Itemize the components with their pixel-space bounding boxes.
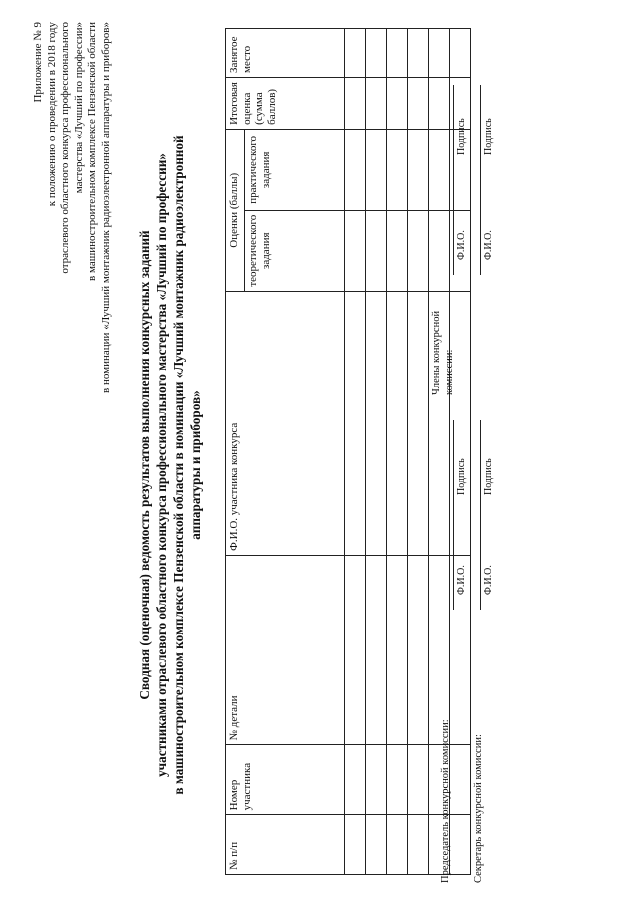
table-row bbox=[408, 29, 429, 875]
table-cell bbox=[387, 129, 408, 210]
table-cell bbox=[366, 291, 387, 555]
appendix-line: в машиностроительном комплексе Пензенской области bbox=[86, 22, 99, 281]
member2-signature-line bbox=[480, 85, 481, 275]
title-line: аппаратуры и приборов» bbox=[188, 390, 203, 540]
header-num: № п/п bbox=[226, 815, 345, 875]
table-cell bbox=[408, 78, 429, 130]
appendix-header bbox=[32, 22, 114, 542]
table-cell bbox=[408, 210, 429, 291]
chair-fio-caption: Ф.И.О. bbox=[456, 565, 467, 595]
table-cell bbox=[387, 555, 408, 745]
table-cell bbox=[450, 29, 471, 78]
chair-label: Председатель конкурсной комиссии: bbox=[440, 719, 451, 883]
chair-signature-caption: Подпись bbox=[456, 458, 467, 495]
chair-signature-line bbox=[453, 420, 454, 610]
table-cell bbox=[366, 555, 387, 745]
appendix-line: в номинации «Лучший монтажник радиоэлектронной аппаратуры и приборов» bbox=[99, 22, 112, 393]
table-cell bbox=[429, 29, 450, 78]
header-participant: Номер участника bbox=[226, 745, 345, 815]
table-cell bbox=[345, 29, 366, 78]
member1-signature-line bbox=[453, 85, 454, 275]
table-cell bbox=[408, 745, 429, 815]
table-cell bbox=[387, 815, 408, 875]
table-cell bbox=[345, 555, 366, 745]
appendix-line: отраслевого областного конкурса профессионального bbox=[59, 22, 72, 274]
table-cell bbox=[366, 210, 387, 291]
table-cell bbox=[429, 129, 450, 210]
table-cell bbox=[429, 210, 450, 291]
table-cell bbox=[408, 555, 429, 745]
title-line: в машиностроительном комплексе Пензенской области в номинации «Лучший монтажник радиоэлектронной bbox=[171, 135, 186, 795]
table-cell bbox=[387, 210, 408, 291]
members-label: Члены конкурсной комиссии: bbox=[431, 310, 455, 395]
table-row bbox=[345, 29, 366, 875]
table-cell bbox=[345, 210, 366, 291]
secretary-signature-caption: Подпись bbox=[483, 458, 494, 495]
table-cell bbox=[366, 129, 387, 210]
member2-signature-caption: Подпись bbox=[483, 118, 494, 155]
title-line: Сводная (оценочная) ведомость результатов выполнения конкурсных заданий bbox=[137, 230, 152, 700]
table-cell bbox=[387, 78, 408, 130]
results-table bbox=[225, 28, 471, 875]
member1-signature-caption: Подпись bbox=[456, 118, 467, 155]
table-cell bbox=[429, 555, 450, 745]
table-row bbox=[387, 29, 408, 875]
document-title bbox=[136, 135, 204, 795]
header-name: Ф.И.О. участника конкурса bbox=[226, 291, 345, 555]
title-line: участниками отраслевого областного конкурса профессионального мастерства «Лучший по профессии» bbox=[154, 153, 169, 777]
secretary-signature-line bbox=[480, 420, 481, 610]
appendix-line: мастерства «Лучший по профессии» bbox=[72, 22, 85, 194]
header-detail: № детали bbox=[226, 555, 345, 745]
table-cell bbox=[450, 815, 471, 875]
secretary-fio-caption: Ф.И.О. bbox=[483, 565, 494, 595]
table-cell bbox=[408, 291, 429, 555]
table-cell bbox=[345, 815, 366, 875]
table-cell bbox=[345, 78, 366, 130]
header-practice: практического задания bbox=[245, 129, 345, 210]
secretary-label: Секретарь конкурсной комиссии: bbox=[473, 734, 484, 883]
table-cell bbox=[345, 745, 366, 815]
table-cell bbox=[387, 29, 408, 78]
table-cell bbox=[366, 78, 387, 130]
table-cell bbox=[408, 29, 429, 78]
table-row bbox=[366, 29, 387, 875]
header-theory: теоретического задания bbox=[245, 210, 345, 291]
member1-fio-caption: Ф.И.О. bbox=[456, 230, 467, 260]
table-cell bbox=[366, 745, 387, 815]
table-cell bbox=[387, 291, 408, 555]
member2-fio-caption: Ф.И.О. bbox=[483, 230, 494, 260]
header-scores: Оценки (баллы) bbox=[226, 129, 245, 291]
table-cell bbox=[429, 78, 450, 130]
table-cell bbox=[345, 291, 366, 555]
table-cell bbox=[408, 815, 429, 875]
table-cell bbox=[450, 745, 471, 815]
table-cell bbox=[408, 129, 429, 210]
table-cell bbox=[366, 815, 387, 875]
header-total: Итоговая оценка (сумма баллов) bbox=[226, 78, 345, 130]
appendix-line: к положению о проведении в 2018 году bbox=[45, 22, 58, 207]
header-place: Занятое место bbox=[226, 29, 345, 78]
appendix-line: Приложение № 9 bbox=[32, 22, 44, 103]
table-cell bbox=[366, 29, 387, 78]
table-cell bbox=[387, 745, 408, 815]
table-cell bbox=[345, 129, 366, 210]
